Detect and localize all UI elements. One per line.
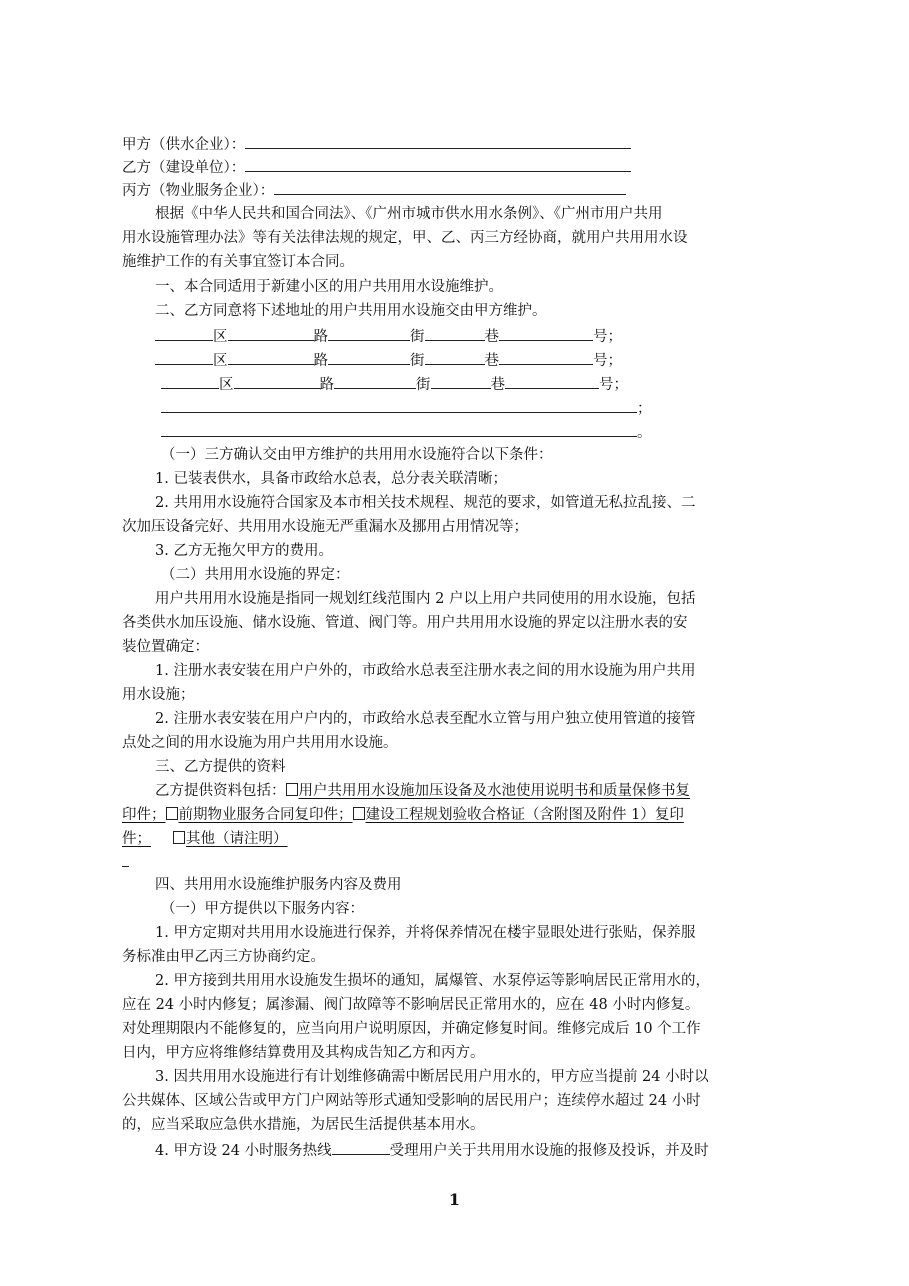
street-blank[interactable] (334, 374, 416, 389)
address-row-4 (161, 398, 652, 418)
service-3-line-3: 的，应当采取应急供水措施，为居民生活提供基本用水。 (122, 1117, 485, 1133)
conditions-title: （一）三方确认交由甲方维护的共用用水设施符合以下条件： (161, 447, 553, 463)
clause-3-title: 三、乙方提供的资料 (155, 759, 286, 775)
party-b-label: 乙方（建设单位）： (122, 160, 246, 176)
party-c-blank[interactable] (274, 180, 626, 195)
condition-item-3: 3. 乙方无拖欠甲方的费用。 (155, 543, 333, 559)
district-blank[interactable] (155, 350, 213, 365)
lane-label: 巷 (490, 377, 505, 393)
clause-3-line-4 (122, 852, 129, 872)
definition-item-2-line-2: 点处之间的用水设施为用户共用用水设施。 (122, 735, 398, 751)
number-blank[interactable] (499, 326, 593, 341)
lane-label: 巷 (484, 353, 499, 369)
checkbox-icon[interactable] (166, 807, 178, 820)
service-2-line-2: 应在 24 小时内修复；属渗漏、阀门故障等不影响居民正常用水的，应在 48 小时内修复。 (122, 997, 700, 1013)
other-specify-blank[interactable] (122, 852, 129, 867)
definition-title: （二）共用用水设施的界定： (161, 567, 350, 583)
district-label: 区 (213, 353, 228, 369)
street-label: 街 (410, 329, 425, 345)
service-4-line-1 (155, 1140, 709, 1160)
address-end-period: 。 (637, 425, 652, 441)
intro-line-1: 根据《中华人民共和国合同法》、《广州市城市供水用水条例》、《广州市用户共用 (155, 206, 663, 222)
lane-blank[interactable] (431, 374, 491, 389)
party-a-blank[interactable] (245, 134, 631, 149)
district-blank[interactable] (155, 326, 213, 341)
material-option-1-cont: 印件； (122, 807, 166, 823)
number-blank[interactable] (499, 350, 593, 365)
material-option-2[interactable] (166, 807, 353, 823)
definition-para-line-1: 用户共用用水设施是指同一规划红线范围内 2 户以上用户共同使用的用水设施，包括 (155, 591, 696, 607)
service-3-line-2: 公共媒体、区域公告或甲方门户网站等形式通知受影响的居民用户；连续停水超过 24 小时 (122, 1093, 701, 1109)
material-option-4-label: 其他（请注明） (186, 831, 288, 847)
page-number: 1 (448, 1190, 461, 1209)
address-end-semicolon: ； (637, 401, 652, 417)
service-2-line-3: 对处理期限内不能修复的，应当向用户说明原因，并确定修复时间。维修完成后 10 个工作 (122, 1021, 701, 1037)
number-label: 号； (593, 329, 622, 345)
road-label: 路 (319, 377, 334, 393)
clause-2: 二、乙方同意将下述地址的用户共用用水设施交由甲方维护。 (155, 303, 547, 319)
intro-line-3: 施维护工作的有关事宜签订本合同。 (122, 254, 354, 270)
checkbox-icon[interactable] (173, 831, 185, 844)
intro-line-2: 用水设施管理办法》等有关法律法规的规定，甲、乙、丙三方经协商，就用户共用用水设 (122, 230, 688, 246)
road-label: 路 (313, 353, 328, 369)
number-label: 号； (599, 377, 628, 393)
condition-item-1: 1. 已装表供水，具备市政给水总表，总分表关联清晰； (155, 471, 507, 487)
address-row-2 (155, 350, 622, 370)
clause-4-title: 四、共用用水设施维护服务内容及费用 (155, 877, 402, 893)
lane-blank[interactable] (425, 326, 485, 341)
district-blank[interactable] (161, 374, 219, 389)
party-a-label: 甲方（供水企业）： (122, 137, 246, 153)
material-option-2-label: 前期物业服务合同复印件； (178, 807, 353, 823)
clause-3-line-1 (155, 782, 690, 800)
number-blank[interactable] (505, 374, 599, 389)
definition-para-line-2: 各类供水加压设施、储水设施、管道、阀门等。用户共用用水设施的界定以注册水表的安 (122, 615, 688, 631)
definition-item-1-line-1: 1. 注册水表安装在用户户外的，市政给水总表至注册水表之间的用水设施为用户共用 (155, 663, 696, 679)
checkbox-icon[interactable] (286, 783, 298, 796)
service-1-line-1: 1. 甲方定期对共用用水设施进行保养，并将保养情况在楼宇显眼处进行张贴，保养服 (155, 925, 696, 941)
address-row-5 (161, 422, 652, 442)
clause-4-sub-1: （一）甲方提供以下服务内容： (161, 901, 364, 917)
service-2-line-1: 2. 甲方接到共用用水设施发生损坏的通知，属爆管、水泵停运等影响居民正常用水的， (155, 973, 710, 989)
number-label: 号； (593, 353, 622, 369)
party-a-line (122, 134, 631, 154)
hotline-blank[interactable] (332, 1140, 390, 1155)
definition-item-2-line-1: 2. 注册水表安装在用户户内的，市政给水总表至配水立管与用户独立使用管道的接管 (155, 711, 696, 727)
clause-1: 一、本合同适用于新建小区的用户共用用水设施维护。 (155, 279, 503, 295)
party-b-blank[interactable] (245, 157, 631, 172)
service-4-text-a: 4. 甲方设 24 小时服务热线 (155, 1143, 332, 1159)
address-free-blank-1[interactable] (161, 398, 637, 413)
material-option-3-label: 建设工程规划验收合格证（含附图及附件 1）复印 (365, 807, 684, 823)
party-c-label: 丙方（物业服务企业）： (122, 183, 275, 199)
party-c-line (122, 180, 626, 200)
clause-3-line-3 (122, 830, 288, 848)
service-2-line-4: 日内，甲方应将维修结算费用及其构成告知乙方和丙方。 (122, 1045, 485, 1061)
street-label: 街 (410, 353, 425, 369)
checkbox-icon[interactable] (353, 807, 365, 820)
clause-3-lead: 乙方提供资料包括： (155, 783, 286, 799)
definition-para-line-3: 装位置确定： (122, 639, 209, 655)
definition-item-1-line-2: 用水设施； (122, 687, 195, 703)
party-b-line (122, 157, 631, 177)
lane-label: 巷 (484, 329, 499, 345)
street-label: 街 (416, 377, 431, 393)
clause-3-line-2 (122, 806, 684, 824)
condition-item-2-line-2: 次加压设备完好、共用用水设施无严重漏水及挪用占用情况等； (122, 519, 528, 535)
address-row-3 (161, 374, 628, 394)
material-option-4[interactable] (151, 831, 288, 847)
service-1-line-2: 务标准由甲乙丙三方协商约定。 (122, 949, 325, 965)
condition-item-2-line-1: 2. 共用用水设施符合国家及本市相关技术规程、规范的要求，如管道无私拉乱接、二 (155, 495, 696, 511)
service-3-line-1: 3. 因共用用水设施进行有计划维修确需中断居民用户用水的，甲方应当提前 24 小时以 (155, 1069, 709, 1085)
material-option-1-label: 用户共用用水设施加压设备及水池使用说明书和质量保修书复 (298, 783, 690, 799)
road-blank[interactable] (228, 350, 314, 365)
road-label: 路 (313, 329, 328, 345)
material-option-3[interactable] (353, 807, 684, 823)
address-row-1 (155, 326, 622, 346)
road-blank[interactable] (228, 326, 314, 341)
material-option-1[interactable] (286, 783, 691, 799)
district-label: 区 (219, 377, 234, 393)
district-label: 区 (213, 329, 228, 345)
lane-blank[interactable] (425, 350, 485, 365)
street-blank[interactable] (328, 350, 410, 365)
road-blank[interactable] (234, 374, 320, 389)
material-option-3-cont: 件； (122, 831, 151, 847)
street-blank[interactable] (328, 326, 410, 341)
address-free-blank-2[interactable] (161, 422, 637, 437)
service-4-text-b: 受理用户关于共用用水设施的报修及投诉，并及时 (389, 1143, 709, 1159)
